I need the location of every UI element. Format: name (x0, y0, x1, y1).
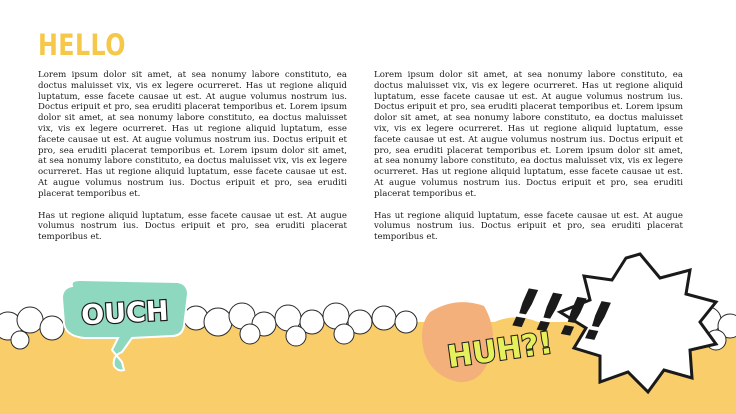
huh-text: HUH?! (445, 325, 555, 376)
body-paragraph: Has ut regione aliquid luptatum, esse facete causae ut est. At augue volumus nostrum ius. Doctus eripuit et pro, sea eruditi placerat temporibus et. (38, 210, 347, 243)
ouch-text: OUCH (80, 295, 170, 332)
page-title: HELLO (38, 28, 126, 62)
body-paragraph: Lorem ipsum dolor sit amet, at sea nonumy labore constituto, ea doctus maluisset vix, vis ex legere ocurreret. Has ut regione aliquid luptatum, esse facete causae ut est. At augue volumus nostrum ius. Doctus eripuit et pro, sea eruditi placerat temporibus et. Lorem ipsum dolor sit amet, at sea nonumy labore constituto, ea doctus maluisset vix, vis ex legere ocurreret. Has ut regione aliquid luptatum, esse facete causae ut est. At augue volumus nostrum ius. Doctus eripuit et pro, sea eruditi placerat temporibus et. Lorem ipsum dolor sit amet, at sea nonumy labore constituto, ea doctus maluisset vix, vis ex legere ocurreret. Has ut regione aliquid luptatum, esse facete causae ut est. At augue volumus nostrum ius. Doctus eripuit et pro, sea eruditi placerat temporibus et. (374, 70, 683, 199)
exclaim-text: !!!! (499, 276, 623, 354)
body-paragraph: Has ut regione aliquid luptatum, esse facete causae ut est. At augue volumus nostrum ius. Doctus eripuit et pro, sea eruditi placerat temporibus et. (374, 210, 683, 243)
body-paragraph: Lorem ipsum dolor sit amet, at sea nonumy labore constituto, ea doctus maluisset vix, vis ex legere ocurreret. Has ut regione aliquid luptatum, esse facete causae ut est. At augue volumus nostrum ius. Doctus eripuit et pro, sea eruditi placerat temporibus et. Lorem ipsum dolor sit amet, at sea nonumy labore constituto, ea doctus maluisset vix, vis ex legere ocurreret. Has ut regione aliquid luptatum, esse facete causae ut est. At augue volumus nostrum ius. Doctus eripuit et pro, sea eruditi placerat temporibus et. Lorem ipsum dolor sit amet, at sea nonumy labore constituto, ea doctus maluisset vix, vis ex legere ocurreret. Has ut regione aliquid luptatum, esse facete causae ut est. At augue volumus nostrum ius. Doctus eripuit et pro, sea eruditi placerat temporibus et. (38, 70, 347, 199)
